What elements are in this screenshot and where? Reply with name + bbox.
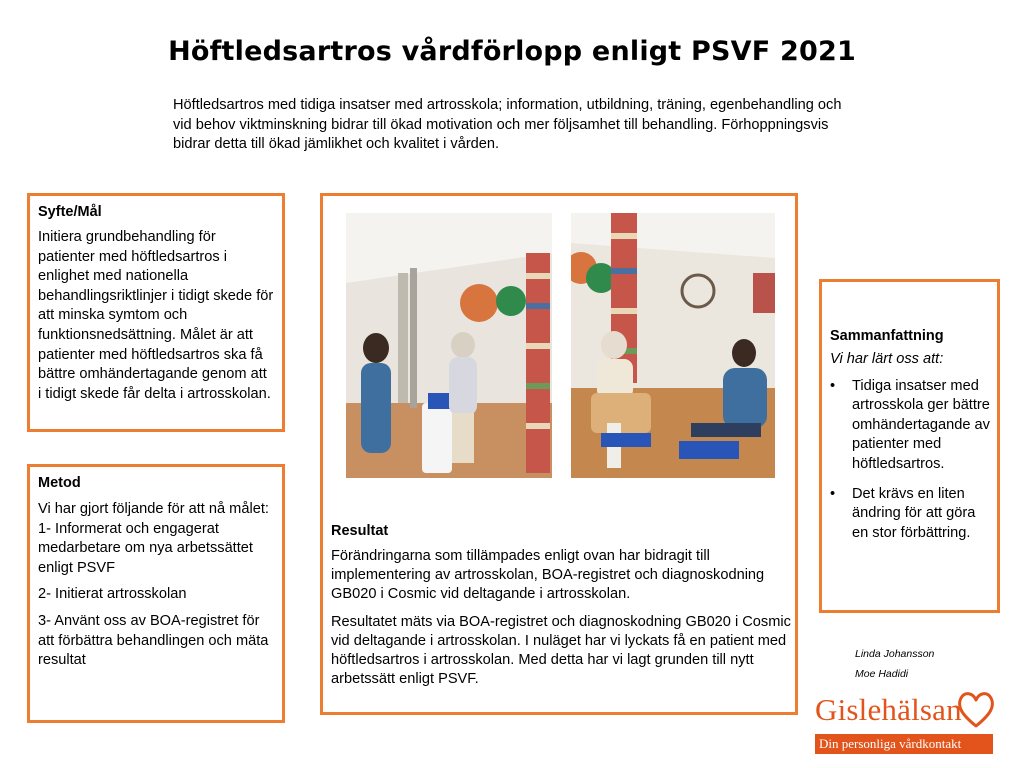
summary-box [819, 279, 1000, 613]
summary-lead: Vi har lärt oss att: [830, 351, 944, 367]
summary-list [830, 377, 991, 544]
metod-step: 2- Initierat artrosskolan [38, 586, 187, 603]
syfte-text: Initiera grundbehandling för patienter med höftledsartros i enlighet med nationella behandlingsriktlinjer i tidigt skede för att minska symtom och funktionsnedsättning. Målet är att patienter med höftledsartros ska få bättre omhändertagande genom att i tidigt skede får delta i artrosskolan. [38, 229, 274, 402]
metod-step: 3- Använt oss av BOA-registret för att förbättra behandlingen och mäta resultat [38, 612, 269, 669]
syfte-heading: Syfte/Mål [38, 204, 102, 220]
metod-intro: Vi har gjort följande för att nå målet: [38, 501, 269, 517]
artrosskola-photo [571, 213, 775, 478]
summary-heading: Sammanfattning [830, 328, 944, 344]
logo-wordmark: Gislehälsan [815, 692, 962, 727]
training-room-photo [346, 213, 552, 478]
author-name: Moe Hadidi [855, 668, 909, 680]
heart-icon [955, 688, 997, 730]
summary-bullet-text: Tidiga insatser med artrosskola ger bättre omhändertagande av patienter med höftledsartros. [852, 377, 990, 472]
metod-step: 1- Informerat och engagerat medarbetare om nya arbetssättet enligt PSVF [38, 520, 253, 576]
resultat-paragraph: Förändringarna som tillämpades enligt ovan har bidragit till implementering av artrosskolan, BOA-registret och diagnoskodning GB020 i Cosmic vid deltagande i artrosskolan. [331, 548, 765, 603]
resultat-paragraph: Resultatet mäts via BOA-registret och diagnoskodning GB020 i Cosmic vid deltagande i artrosskolan. I nuläget har vi lyckats få en patient med höftledsartros i artrosskolan. Med detta har vi lagt grunden till nytt arbetssätt enligt PSVF. [331, 613, 791, 688]
summary-bullet [830, 377, 991, 475]
summary-bullet-text: Det krävs en liten ändring för att göra en stor förbättring. [852, 485, 976, 541]
resultat-box [320, 193, 798, 715]
metod-heading: Metod [38, 475, 81, 491]
bullet-glyph: • [830, 485, 836, 502]
syfte-box [27, 193, 285, 432]
summary-bullet [830, 485, 991, 544]
logo-tagline: Din personliga vårdkontakt [815, 734, 993, 754]
resultat-text [331, 523, 795, 689]
gislehalsan-logo [815, 688, 995, 758]
intro-text: Höftledsartros med tidiga insatser med artrosskola; information, utbildning, träning, egenbehandling och vid behov viktminskning bidrar till ökad motivation och mer följsamhet till behandling. Förhoppningsvis bidrar detta till ökad jämlikhet och kvalitet i vården. [173, 97, 842, 152]
resultat-heading: Resultat [331, 523, 389, 539]
metod-box [27, 464, 285, 723]
author-name: Linda Johansson [855, 648, 935, 660]
poster-title: Höftledsartros vårdförlopp enligt PSVF 2021 [168, 36, 856, 67]
bullet-glyph: • [830, 377, 836, 394]
